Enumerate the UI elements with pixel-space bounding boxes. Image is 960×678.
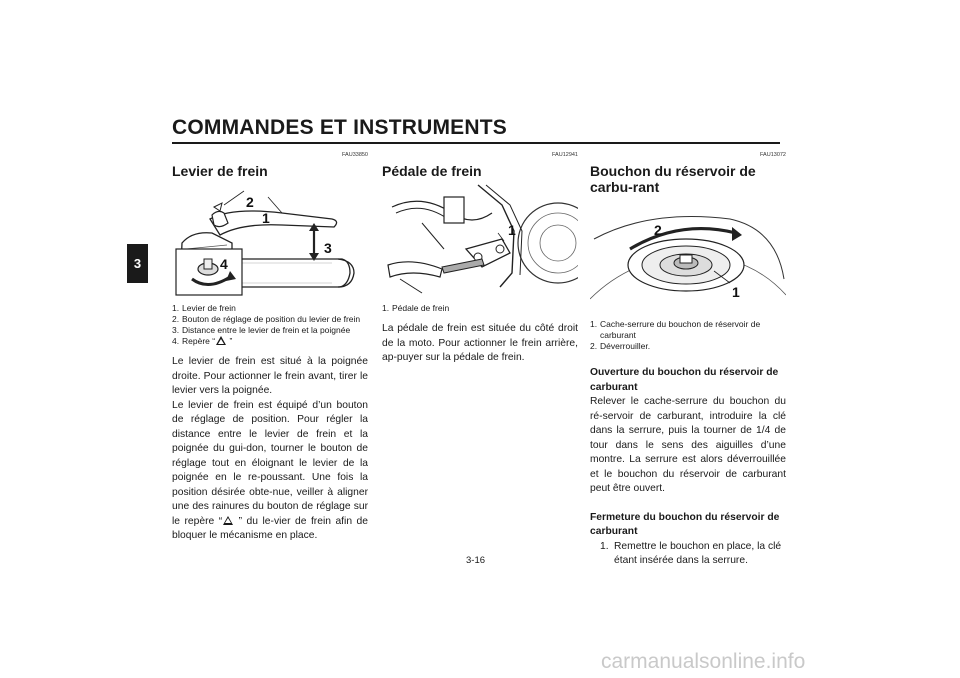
subheading-closing: Fermeture du bouchon du réservoir de carburant <box>590 511 780 537</box>
triangle-mark-icon <box>223 516 233 525</box>
page-number: 3-16 <box>466 555 486 566</box>
section-title: Pédale de frein <box>382 163 482 179</box>
figure-callout: 3 <box>324 240 332 256</box>
section-title: Bouchon du réservoir de carbu-rant <box>590 163 756 195</box>
figure-callout: 2 <box>654 222 662 238</box>
step-item: 1. Remettre le bouchon en place, la clé étant insérée dans la serrure. <box>600 540 782 566</box>
caption-item: 2. Bouton de réglage de position du levier de frein <box>172 314 361 324</box>
section-title: Levier de frein <box>172 163 268 179</box>
caption-item: 1. Pédale de frein <box>382 303 450 313</box>
paragraph: Le levier de frein est situé à la poignée droite. Pour actionner le frein avant, tirer le levier vers la poignée. <box>172 356 368 396</box>
caption-item: 1. Levier de frein <box>172 303 236 313</box>
caption-item: 4. Repère “ ” <box>172 336 233 346</box>
figure-captions <box>590 319 786 352</box>
section-brake-lever <box>172 152 368 544</box>
figure-captions <box>382 303 578 314</box>
section-fuel-tank-cap <box>590 152 786 569</box>
watermark: carmanualsonline.info <box>601 650 806 673</box>
section-code: FAU13072 <box>760 152 786 158</box>
caption-item: 2. Déverrouiller. <box>590 341 651 351</box>
figure-callout: 1 <box>508 222 516 238</box>
section-code: FAU12941 <box>552 152 578 158</box>
section-brake-pedal <box>382 152 578 366</box>
paragraph: La pédale de frein est située du côté droit de la moto. Pour actionner le frein arrière, ap-puyer sur la pédale de frein. <box>382 323 578 363</box>
section-body <box>590 395 786 497</box>
header-rule <box>172 142 780 144</box>
brake-pedal-figure <box>382 183 578 299</box>
paragraph: Le levier de frein est équipé d’un bouton de réglage de position. Pour régler la distance entre le levier de frein et la poignée du gui-don, tourner le bouton de réglage tout en éloignant le levier de la poignée en le re-poussant. Une fois la position désirée obte-nue, veiller à aligner une des rainures du bouton de réglage sur le repère “ ” du le-vier de frein afin de bloquer le mécanisme en place. <box>172 399 368 541</box>
section-body <box>382 322 578 366</box>
section-body <box>172 355 368 544</box>
triangle-mark-icon <box>216 336 226 345</box>
fuel-cap-figure <box>590 199 786 315</box>
paragraph: Relever le cache-serrure du bouchon du ré-servoir de carburant, introduire la clé dans la serrure, puis la tourner de 1/4 de tour dans le sens des aiguilles d’une montre. La serrure est alors déverrouillée et le bouchon du réservoir de carburant peut être ouvert. <box>590 396 786 494</box>
brake-lever-figure <box>172 183 368 299</box>
subheading-opening: Ouverture du bouchon du réservoir de carburant <box>590 367 779 393</box>
figure-callout: 2 <box>246 194 254 210</box>
page-header-title: COMMANDES ET INSTRUMENTS <box>172 116 507 139</box>
caption-item: 1. Cache-serrure du bouchon de réservoir de carburant <box>590 319 761 340</box>
caption-item: 3. Distance entre le levier de frein et la poignée <box>172 325 351 335</box>
figure-captions <box>172 303 368 347</box>
figure-callout: 1 <box>262 210 270 226</box>
figure-callout: 4 <box>220 256 228 272</box>
figure-callout: 1 <box>732 284 740 300</box>
section-code: FAU33850 <box>342 152 368 158</box>
chapter-tab: 3 <box>127 244 148 283</box>
